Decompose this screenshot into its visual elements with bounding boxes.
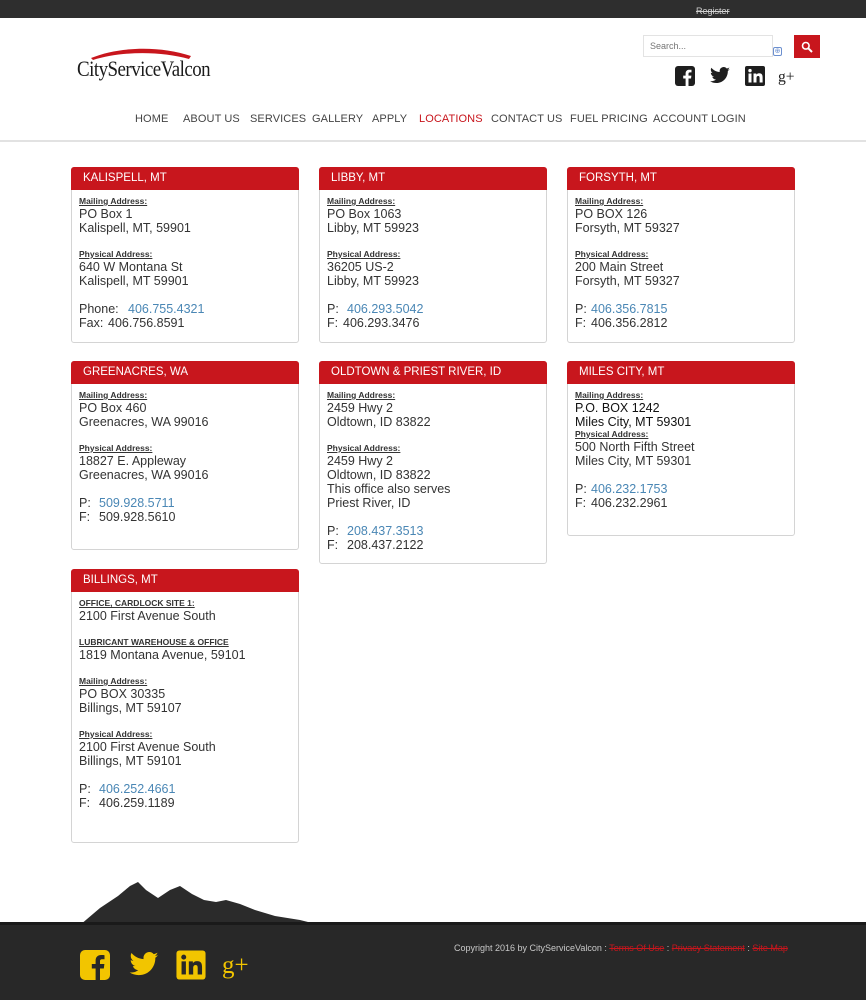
physical-line: 2100 First Avenue South xyxy=(79,740,216,754)
svg-text:g+: g+ xyxy=(778,68,795,86)
site-logo[interactable] xyxy=(77,48,211,84)
terms-of-use-link[interactable]: Terms Of Use xyxy=(609,943,665,953)
mailing-line: PO BOX 30335 xyxy=(79,687,166,701)
register-link[interactable]: Register xyxy=(696,6,730,16)
phone-key: P: xyxy=(327,302,339,316)
physical-line: 640 W Montana St xyxy=(79,260,183,274)
location-title: FORSYTH, MT xyxy=(567,167,795,190)
fax-row xyxy=(327,316,539,330)
mailing-line: 2459 Hwy 2 xyxy=(327,401,394,415)
office-label: OFFICE, CARDLOCK SITE 1: xyxy=(79,598,195,608)
physical-line: Libby, MT 59923 xyxy=(327,274,419,288)
search-icon xyxy=(801,41,813,53)
site-map-link[interactable]: Site Map xyxy=(752,943,788,953)
fax-number: 406.756.8591 xyxy=(108,316,185,330)
physical-line: Priest River, ID xyxy=(327,496,411,510)
footer-separator: : xyxy=(664,943,672,953)
mountain-silhouette-icon xyxy=(80,880,320,925)
mailing-line: Greenacres, WA 99016 xyxy=(79,415,209,429)
footer-copyright xyxy=(454,943,788,953)
fax-key: F: xyxy=(575,496,587,510)
fax-row xyxy=(79,796,291,810)
location-card-oldtown xyxy=(319,361,547,564)
phone-link[interactable]: 509.928.5711 xyxy=(99,496,175,510)
mailing-address-label: Mailing Address: xyxy=(327,390,396,400)
fax-key: Fax: xyxy=(79,316,104,330)
physical-line: Greenacres, WA 99016 xyxy=(79,468,209,482)
fax-number: 406.259.1189 xyxy=(99,796,175,810)
physical-line: This office also serves xyxy=(327,482,451,496)
phone-row xyxy=(327,524,539,538)
physical-address-label: Physical Address: xyxy=(79,729,153,739)
fax-key: F: xyxy=(327,316,339,330)
location-title: KALISPELL, MT xyxy=(71,167,299,190)
site-footer xyxy=(0,922,866,1000)
site-header xyxy=(0,18,866,142)
top-bar xyxy=(0,0,866,18)
physical-line: 2459 Hwy 2 xyxy=(327,454,394,468)
mailing-line: Libby, MT 59923 xyxy=(327,221,419,235)
phone-link[interactable]: 406.293.5042 xyxy=(347,302,424,316)
logo-text: CityServiceValcon xyxy=(77,56,211,81)
fax-number: 208.437.2122 xyxy=(347,538,424,552)
phone-link[interactable]: 406.252.4661 xyxy=(99,782,176,796)
physical-address-label: Physical Address: xyxy=(327,443,401,453)
location-card-kalispell xyxy=(71,167,299,343)
search-options-icon[interactable]: ⊕ xyxy=(774,48,781,55)
phone-link[interactable]: 406.232.1753 xyxy=(591,482,668,496)
phone-key: P: xyxy=(575,302,587,316)
phone-key: P: xyxy=(575,482,587,496)
location-card-billings xyxy=(71,569,299,843)
phone-row xyxy=(79,302,291,316)
mailing-line: Kalispell, MT, 59901 xyxy=(79,221,191,235)
mailing-line: PO Box 460 xyxy=(79,401,147,415)
physical-line: Forsyth, MT 59327 xyxy=(575,274,680,288)
phone-key: P: xyxy=(79,496,91,510)
fax-key: F: xyxy=(79,510,91,524)
physical-line: Kalispell, MT 59901 xyxy=(79,274,189,288)
fax-row xyxy=(327,538,539,552)
privacy-statement-link[interactable]: Privacy Statement xyxy=(671,943,745,953)
svg-text:g+: g+ xyxy=(222,952,249,979)
mailing-line: Forsyth, MT 59327 xyxy=(575,221,680,235)
location-title: MILES CITY, MT xyxy=(567,361,795,384)
phone-key: P: xyxy=(79,782,91,796)
fax-row xyxy=(79,510,291,524)
nav-about-us[interactable]: ABOUT US xyxy=(183,113,240,125)
mailing-line: PO BOX 126 xyxy=(575,207,648,221)
mailing-line: Miles City, MT 59301 xyxy=(575,415,692,429)
mailing-address-label: Mailing Address: xyxy=(575,196,644,206)
physical-address-label: Physical Address: xyxy=(575,429,649,439)
location-card-libby xyxy=(319,167,547,343)
mailing-address-label: Mailing Address: xyxy=(79,196,148,206)
nav-apply[interactable]: APPLY xyxy=(372,113,408,125)
fax-row xyxy=(79,316,291,330)
phone-key: Phone: xyxy=(79,302,119,316)
nav-home[interactable]: HOME xyxy=(135,113,169,125)
search-input[interactable] xyxy=(643,35,773,57)
location-card-forsyth xyxy=(567,167,795,343)
location-title: OLDTOWN & PRIEST RIVER, ID xyxy=(319,361,547,384)
location-title: BILLINGS, MT xyxy=(71,569,299,592)
mailing-line: PO Box 1063 xyxy=(327,207,402,221)
physical-address-label: Physical Address: xyxy=(575,249,649,259)
nav-fuel-pricing[interactable]: FUEL PRICING xyxy=(570,113,648,125)
fax-key: F: xyxy=(575,316,587,330)
physical-address-label: Physical Address: xyxy=(79,249,153,259)
fax-row xyxy=(575,496,787,510)
twitter-icon[interactable] xyxy=(128,949,160,981)
phone-row xyxy=(79,496,291,510)
facebook-icon[interactable] xyxy=(79,949,111,981)
fax-number: 406.356.2812 xyxy=(591,316,668,330)
warehouse-line: 1819 Montana Avenue, 59101 xyxy=(79,648,246,662)
physical-line: 18827 E. Appleway xyxy=(79,454,187,468)
phone-link[interactable]: 406.755.4321 xyxy=(128,302,205,316)
search-button[interactable] xyxy=(794,35,820,58)
nav-services[interactable]: SERVICES xyxy=(250,113,307,125)
mailing-line: Billings, MT 59107 xyxy=(79,701,182,715)
linkedin-icon[interactable] xyxy=(175,949,207,981)
mailing-address-label: Mailing Address: xyxy=(79,676,148,686)
phone-row xyxy=(575,482,787,496)
physical-line: 200 Main Street xyxy=(575,260,664,274)
physical-line: 36205 US-2 xyxy=(327,260,394,274)
nav-contact-us[interactable]: CONTACT US xyxy=(491,113,563,125)
phone-key: P: xyxy=(327,524,339,538)
office-line: 2100 First Avenue South xyxy=(79,609,216,623)
mailing-address-label: Mailing Address: xyxy=(79,390,148,400)
phone-row xyxy=(575,302,787,316)
google-plus-icon[interactable] xyxy=(222,949,258,981)
location-card-greenacres xyxy=(71,361,299,550)
fax-number: 406.293.3476 xyxy=(343,316,420,330)
footer-separator: : xyxy=(744,943,753,953)
fax-row xyxy=(575,316,787,330)
fax-key: F: xyxy=(79,796,91,810)
mailing-line: PO Box 1 xyxy=(79,207,133,221)
physical-line: Billings, MT 59101 xyxy=(79,754,182,768)
warehouse-label: LUBRICANT WAREHOUSE & OFFICE xyxy=(79,637,229,647)
phone-link[interactable]: 208.437.3513 xyxy=(347,524,424,538)
fax-key: F: xyxy=(327,538,339,552)
mailing-address-label: Mailing Address: xyxy=(327,196,396,206)
physical-address-label: Physical Address: xyxy=(327,249,401,259)
location-title: LIBBY, MT xyxy=(319,167,547,190)
physical-line: Oldtown, ID 83822 xyxy=(327,468,431,482)
copyright-text: Copyright 2016 by CityServiceValcon : xyxy=(454,943,610,953)
fax-number: 406.232.2961 xyxy=(591,496,668,510)
mailing-line: P.O. BOX 1242 xyxy=(575,401,660,415)
physical-address-label: Physical Address: xyxy=(79,443,153,453)
twitter-icon[interactable] xyxy=(709,65,731,87)
mailing-line: Oldtown, ID 83822 xyxy=(327,415,431,429)
linkedin-icon[interactable] xyxy=(744,65,766,87)
phone-row xyxy=(327,302,539,316)
nav-account-login[interactable]: ACCOUNT LOGIN xyxy=(653,113,746,125)
main-nav xyxy=(0,113,866,133)
location-title: GREENACRES, WA xyxy=(71,361,299,384)
nav-locations[interactable]: LOCATIONS xyxy=(419,113,483,125)
phone-link[interactable]: 406.356.7815 xyxy=(591,302,668,316)
nav-gallery[interactable]: GALLERY xyxy=(312,113,364,125)
google-plus-icon[interactable] xyxy=(778,65,800,87)
physical-line: 500 North Fifth Street xyxy=(575,440,695,454)
mailing-address-label: Mailing Address: xyxy=(575,390,644,400)
location-card-miles-city xyxy=(567,361,795,536)
phone-row xyxy=(79,782,291,796)
physical-line: Miles City, MT 59301 xyxy=(575,454,692,468)
facebook-icon[interactable] xyxy=(674,65,696,87)
fax-number: 509.928.5610 xyxy=(99,510,176,524)
